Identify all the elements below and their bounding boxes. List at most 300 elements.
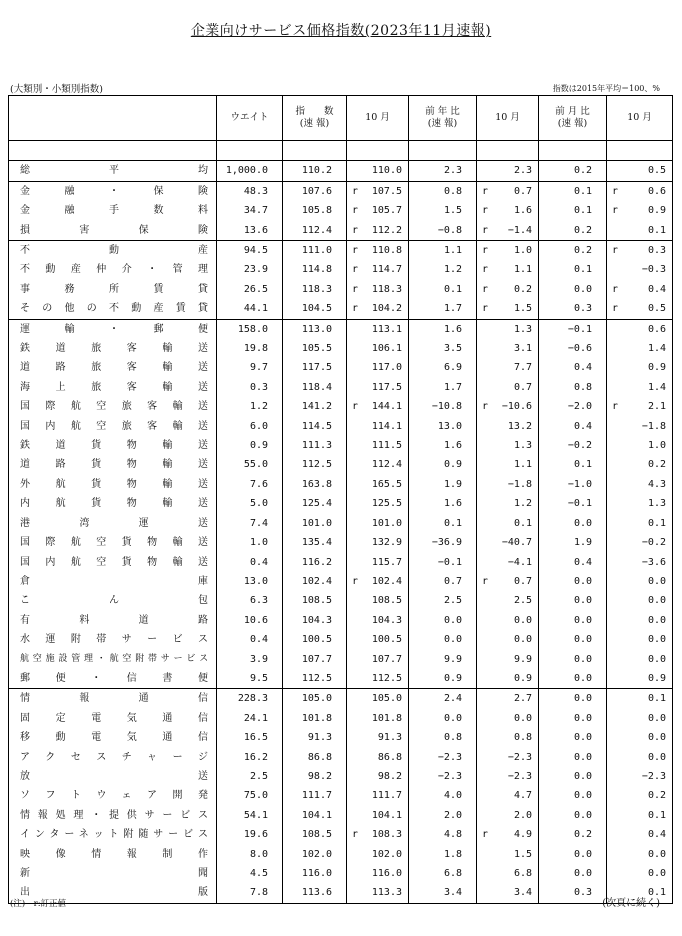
mom-cell: 0.2 xyxy=(539,221,607,241)
index-oct-cell xyxy=(347,417,409,436)
item-name-label: 郵便・信書便 xyxy=(20,672,208,684)
oct-value: −2.3 xyxy=(507,770,532,782)
index-cell: 112.5 xyxy=(283,669,347,689)
revised-flag: r xyxy=(482,264,489,276)
index-cell: 102.4 xyxy=(283,572,347,591)
item-name-label: こん包 xyxy=(20,595,208,607)
table-row xyxy=(9,260,673,279)
revised-flag xyxy=(607,845,612,864)
table-row xyxy=(9,748,673,767)
index-cell: 112.4 xyxy=(283,221,347,241)
page-title: 企業向けサービス価格指数(2023年11月速報) xyxy=(190,23,492,39)
weight-cell: 10.6 xyxy=(217,611,283,630)
revised-flag xyxy=(347,630,352,649)
index-cell: 107.6 xyxy=(283,181,347,201)
index-oct-cell xyxy=(347,572,409,591)
item-name-label: 海上旅客輸送 xyxy=(20,381,208,393)
mom-oct-cell xyxy=(607,241,673,261)
table-row xyxy=(9,299,673,319)
yoy-oct-cell xyxy=(477,767,539,786)
yoy-cell: 1.7 xyxy=(409,378,477,397)
index-cell: 101.0 xyxy=(283,514,347,533)
revised-flag xyxy=(347,514,352,533)
index-cell: 107.7 xyxy=(283,650,347,669)
yoy-cell: 4.0 xyxy=(409,786,477,805)
revised-flag xyxy=(607,221,612,240)
index-oct-cell xyxy=(347,436,409,455)
header-yoy: 前 年 比 (速 報) xyxy=(409,96,477,141)
oct-value: 0.9 xyxy=(647,362,666,374)
index-cell: 108.5 xyxy=(283,825,347,844)
index-cell: 111.0 xyxy=(283,241,347,261)
yoy-cell: 0.0 xyxy=(409,709,477,728)
index-cell: 141.2 xyxy=(283,397,347,416)
yoy-oct-cell xyxy=(477,378,539,397)
oct-value: 112.4 xyxy=(371,459,402,471)
oct-value: 112.2 xyxy=(371,224,402,236)
mom-oct-cell xyxy=(607,650,673,669)
mom-cell: 0.8 xyxy=(539,378,607,397)
weight-cell: 55.0 xyxy=(217,455,283,474)
yoy-oct-cell xyxy=(477,475,539,494)
mom-oct-cell xyxy=(607,319,673,339)
revised-flag xyxy=(607,669,612,688)
index-cell: 105.5 xyxy=(283,339,347,358)
index-cell: 125.4 xyxy=(283,494,347,513)
yoy-cell: 3.5 xyxy=(409,339,477,358)
yoy-cell: −0.1 xyxy=(409,553,477,572)
item-name xyxy=(9,475,217,494)
yoy-oct-cell xyxy=(477,514,539,533)
yoy-oct-cell xyxy=(477,845,539,864)
yoy-cell: −2.3 xyxy=(409,767,477,786)
revised-flag: r xyxy=(352,303,359,315)
item-name xyxy=(9,319,217,339)
index-oct-cell xyxy=(347,883,409,903)
revised-flag xyxy=(607,806,612,825)
oct-value: 104.3 xyxy=(371,614,402,626)
revised-flag xyxy=(347,669,352,688)
item-name-label: 倉庫 xyxy=(20,575,208,587)
revised-flag xyxy=(477,436,482,455)
oct-value: −4.1 xyxy=(507,556,532,568)
oct-value: 0.0 xyxy=(647,868,666,880)
item-name xyxy=(9,494,217,513)
revised-flag xyxy=(477,630,482,649)
weight-cell: 16.5 xyxy=(217,728,283,747)
oct-value: 0.4 xyxy=(647,283,666,295)
revised-flag xyxy=(607,161,612,180)
revised-flag xyxy=(607,320,612,339)
yoy-cell: −2.3 xyxy=(409,748,477,767)
yoy-cell: 0.0 xyxy=(409,630,477,649)
revised-flag xyxy=(477,845,482,864)
item-name-label: 映像情報制作 xyxy=(20,848,208,860)
index-cell: 114.5 xyxy=(283,417,347,436)
oct-value: 1.5 xyxy=(513,848,532,860)
oct-value: 0.0 xyxy=(647,653,666,665)
item-name-label: 国際航空旅客輸送 xyxy=(20,401,208,413)
index-oct-cell xyxy=(347,728,409,747)
yoy-cell: 1.6 xyxy=(409,494,477,513)
yoy-cell: 1.9 xyxy=(409,475,477,494)
oct-value: 9.9 xyxy=(513,653,532,665)
yoy-cell: 1.2 xyxy=(409,260,477,279)
weight-cell: 228.3 xyxy=(217,689,283,709)
table-row xyxy=(9,221,673,241)
revised-flag xyxy=(477,494,482,513)
mom-oct-cell xyxy=(607,475,673,494)
index-oct-cell xyxy=(347,786,409,805)
index-cell: 101.8 xyxy=(283,709,347,728)
item-name xyxy=(9,709,217,728)
table-row xyxy=(9,786,673,805)
yoy-cell: 1.7 xyxy=(409,299,477,319)
revised-flag xyxy=(477,689,482,708)
weight-cell: 7.4 xyxy=(217,514,283,533)
yoy-oct-cell xyxy=(477,669,539,689)
mom-oct-cell xyxy=(607,553,673,572)
oct-value: 105.0 xyxy=(371,693,402,705)
yoy-cell: 1.6 xyxy=(409,436,477,455)
oct-value: 0.7 xyxy=(513,575,532,587)
index-oct-cell xyxy=(347,299,409,319)
item-name xyxy=(9,767,217,786)
oct-value: 1.3 xyxy=(513,440,532,452)
revised-flag: r xyxy=(482,575,489,587)
revised-flag xyxy=(347,786,352,805)
mom-oct-cell xyxy=(607,436,673,455)
mom-oct-cell xyxy=(607,630,673,649)
revised-flag xyxy=(347,339,352,358)
revised-flag xyxy=(477,533,482,552)
revised-flag xyxy=(347,650,352,669)
mom-oct-cell xyxy=(607,845,673,864)
revised-flag xyxy=(347,864,352,883)
oct-value: 115.7 xyxy=(371,556,402,568)
index-oct-cell xyxy=(347,630,409,649)
revised-flag: r xyxy=(612,401,619,413)
revised-flag xyxy=(347,728,352,747)
mom-oct-cell xyxy=(607,864,673,883)
table-row xyxy=(9,650,673,669)
oct-value: 105.7 xyxy=(371,205,402,217)
yoy-oct-cell xyxy=(477,339,539,358)
revised-flag xyxy=(607,358,612,377)
table-row xyxy=(9,378,673,397)
yoy-oct-cell xyxy=(477,358,539,377)
unit-note: 指数は2015年平均＝100、% xyxy=(552,84,660,93)
item-name xyxy=(9,611,217,630)
revised-flag: r xyxy=(482,829,489,841)
revised-flag: r xyxy=(352,575,359,587)
header-spacer xyxy=(9,141,673,161)
mom-cell: −0.1 xyxy=(539,319,607,339)
index-cell: 113.0 xyxy=(283,319,347,339)
item-name xyxy=(9,201,217,220)
mom-oct-cell xyxy=(607,494,673,513)
mom-cell: 0.0 xyxy=(539,786,607,805)
oct-value: 0.0 xyxy=(647,634,666,646)
weight-cell: 3.9 xyxy=(217,650,283,669)
oct-value: 4.7 xyxy=(513,790,532,802)
yoy-oct-cell xyxy=(477,397,539,416)
mom-cell: −2.0 xyxy=(539,397,607,416)
item-name-label: アクセスチャージ xyxy=(20,751,208,763)
item-name xyxy=(9,241,217,261)
yoy-oct-cell xyxy=(477,299,539,319)
oct-value: 0.2 xyxy=(647,790,666,802)
item-name xyxy=(9,161,217,181)
yoy-oct-cell xyxy=(477,417,539,436)
table-row xyxy=(9,161,673,181)
table-row xyxy=(9,572,673,591)
oct-value: 0.6 xyxy=(647,323,666,335)
revised-flag xyxy=(607,650,612,669)
index-oct-cell xyxy=(347,339,409,358)
item-name-label: 固定電気通信 xyxy=(20,712,208,724)
table-row xyxy=(9,397,673,416)
oct-value: 91.3 xyxy=(377,732,402,744)
revised-flag: r xyxy=(352,829,359,841)
oct-value: −3.6 xyxy=(641,556,666,568)
mom-cell: 0.0 xyxy=(539,514,607,533)
oct-value: 100.5 xyxy=(371,634,402,646)
oct-value: 4.3 xyxy=(647,478,666,490)
item-name xyxy=(9,514,217,533)
yoy-oct-cell xyxy=(477,591,539,610)
oct-value: 0.4 xyxy=(647,829,666,841)
index-oct-cell xyxy=(347,591,409,610)
item-name xyxy=(9,845,217,864)
mom-oct-cell xyxy=(607,709,673,728)
revised-flag xyxy=(477,669,482,688)
yoy-oct-cell xyxy=(477,709,539,728)
revised-flag: r xyxy=(612,303,619,315)
yoy-oct-cell xyxy=(477,221,539,241)
weight-cell: 0.4 xyxy=(217,630,283,649)
item-name xyxy=(9,397,217,416)
item-name-label: 金融・保険 xyxy=(20,185,208,197)
item-name-label: 不動産仲介・管理 xyxy=(20,264,208,276)
weight-cell: 6.0 xyxy=(217,417,283,436)
oct-value: 1.2 xyxy=(513,498,532,510)
mom-oct-cell xyxy=(607,455,673,474)
revised-flag xyxy=(477,748,482,767)
weight-cell: 94.5 xyxy=(217,241,283,261)
oct-value: 1.3 xyxy=(647,498,666,510)
table-row xyxy=(9,241,673,261)
table-row xyxy=(9,591,673,610)
yoy-oct-cell xyxy=(477,650,539,669)
mom-oct-cell xyxy=(607,358,673,377)
revised-flag xyxy=(607,689,612,708)
mom-cell: 0.0 xyxy=(539,864,607,883)
index-oct-cell xyxy=(347,455,409,474)
mom-cell: 0.2 xyxy=(539,241,607,261)
item-name-label: 外航貨物輸送 xyxy=(20,478,208,490)
revised-flag xyxy=(477,417,482,436)
weight-cell: 9.5 xyxy=(217,669,283,689)
revised-flag xyxy=(607,378,612,397)
oct-value: 0.0 xyxy=(513,634,532,646)
header-row xyxy=(9,96,673,141)
revised-flag: r xyxy=(612,245,619,257)
oct-value: −10.6 xyxy=(501,401,532,413)
oct-value: 165.5 xyxy=(371,478,402,490)
index-oct-cell xyxy=(347,533,409,552)
table-row xyxy=(9,533,673,552)
yoy-cell: 0.9 xyxy=(409,669,477,689)
oct-value: 2.1 xyxy=(647,401,666,413)
mom-oct-cell xyxy=(607,572,673,591)
table-row xyxy=(9,728,673,747)
mom-cell: 0.1 xyxy=(539,455,607,474)
revised-flag xyxy=(477,358,482,377)
index-oct-cell xyxy=(347,358,409,377)
oct-value: 0.0 xyxy=(647,751,666,763)
yoy-cell: 2.5 xyxy=(409,591,477,610)
oct-value: 106.1 xyxy=(371,343,402,355)
revised-flag: r xyxy=(352,224,359,236)
index-cell: 111.7 xyxy=(283,786,347,805)
header-mom-oct: 10 月 xyxy=(607,96,673,141)
revised-flag xyxy=(347,883,352,902)
index-cell: 111.3 xyxy=(283,436,347,455)
oct-value: 112.5 xyxy=(371,672,402,684)
revised-flag xyxy=(477,591,482,610)
revised-flag xyxy=(607,475,612,494)
table-row xyxy=(9,417,673,436)
item-name xyxy=(9,786,217,805)
revised-flag: r xyxy=(482,245,489,257)
mom-cell: −1.0 xyxy=(539,475,607,494)
oct-value: 0.9 xyxy=(647,205,666,217)
index-cell: 110.2 xyxy=(283,161,347,181)
index-oct-cell xyxy=(347,748,409,767)
index-oct-cell xyxy=(347,201,409,220)
revised-flag xyxy=(347,320,352,339)
mom-cell: 0.0 xyxy=(539,689,607,709)
index-cell: 116.0 xyxy=(283,864,347,883)
item-name xyxy=(9,669,217,689)
oct-value: 1.3 xyxy=(513,323,532,335)
oct-value: 101.8 xyxy=(371,712,402,724)
item-name xyxy=(9,221,217,241)
oct-value: 0.1 xyxy=(647,887,666,899)
revised-flag xyxy=(477,161,482,180)
index-oct-cell xyxy=(347,825,409,844)
yoy-cell: 0.1 xyxy=(409,280,477,299)
item-name-label: 鉄道貨物輸送 xyxy=(20,440,208,452)
index-cell: 98.2 xyxy=(283,767,347,786)
weight-cell: 4.5 xyxy=(217,864,283,883)
mom-cell: 0.3 xyxy=(539,299,607,319)
revised-flag xyxy=(347,494,352,513)
revised-flag xyxy=(607,494,612,513)
revised-flag xyxy=(607,417,612,436)
item-name xyxy=(9,455,217,474)
oct-value: 0.1 xyxy=(647,693,666,705)
mom-cell: 0.3 xyxy=(539,883,607,903)
weight-cell: 23.9 xyxy=(217,260,283,279)
revised-flag: r xyxy=(482,283,489,295)
mom-oct-cell xyxy=(607,591,673,610)
table-row xyxy=(9,514,673,533)
mom-oct-cell xyxy=(607,533,673,552)
oct-value: 1.4 xyxy=(647,381,666,393)
yoy-oct-cell xyxy=(477,319,539,339)
index-oct-cell xyxy=(347,319,409,339)
oct-value: 108.5 xyxy=(371,595,402,607)
oct-value: 0.0 xyxy=(647,848,666,860)
oct-value: 114.7 xyxy=(371,264,402,276)
oct-value: 102.0 xyxy=(371,848,402,860)
revised-flag xyxy=(477,475,482,494)
revised-flag xyxy=(607,533,612,552)
revised-flag xyxy=(347,806,352,825)
mom-cell: 0.0 xyxy=(539,591,607,610)
revised-flag xyxy=(347,767,352,786)
item-name xyxy=(9,358,217,377)
item-name xyxy=(9,806,217,825)
yoy-cell: 2.3 xyxy=(409,161,477,181)
index-oct-cell xyxy=(347,514,409,533)
item-name-label: 運輸・郵便 xyxy=(20,323,208,335)
oct-value: −2.3 xyxy=(507,751,532,763)
revised-flag xyxy=(477,650,482,669)
revised-flag xyxy=(477,514,482,533)
revised-flag: r xyxy=(352,205,359,217)
oct-value: 117.5 xyxy=(371,381,402,393)
item-name-label: 移動電気通信 xyxy=(20,732,208,744)
mom-oct-cell xyxy=(607,748,673,767)
item-name xyxy=(9,378,217,397)
mom-oct-cell xyxy=(607,806,673,825)
revised-flag xyxy=(477,767,482,786)
oct-value: 0.5 xyxy=(647,303,666,315)
mom-oct-cell xyxy=(607,689,673,709)
item-name-label: ソフトウェア開発 xyxy=(20,790,208,802)
yoy-oct-cell xyxy=(477,728,539,747)
weight-cell: 19.6 xyxy=(217,825,283,844)
revised-flag xyxy=(607,260,612,279)
weight-cell: 158.0 xyxy=(217,319,283,339)
item-name xyxy=(9,591,217,610)
yoy-oct-cell xyxy=(477,161,539,181)
weight-cell: 16.2 xyxy=(217,748,283,767)
oct-value: 3.1 xyxy=(513,343,532,355)
weight-cell: 13.6 xyxy=(217,221,283,241)
table-row xyxy=(9,181,673,201)
yoy-oct-cell xyxy=(477,883,539,903)
index-oct-cell xyxy=(347,397,409,416)
mom-oct-cell xyxy=(607,728,673,747)
oct-value: 113.1 xyxy=(371,323,402,335)
index-oct-cell xyxy=(347,669,409,689)
yoy-oct-cell xyxy=(477,748,539,767)
weight-cell: 9.7 xyxy=(217,358,283,377)
item-name xyxy=(9,630,217,649)
revised-flag xyxy=(347,161,352,180)
mom-cell: 0.0 xyxy=(539,709,607,728)
oct-value: 111.7 xyxy=(371,790,402,802)
table-row xyxy=(9,845,673,864)
revised-flag xyxy=(477,378,482,397)
yoy-oct-cell xyxy=(477,630,539,649)
revised-flag xyxy=(607,591,612,610)
index-oct-cell xyxy=(347,494,409,513)
